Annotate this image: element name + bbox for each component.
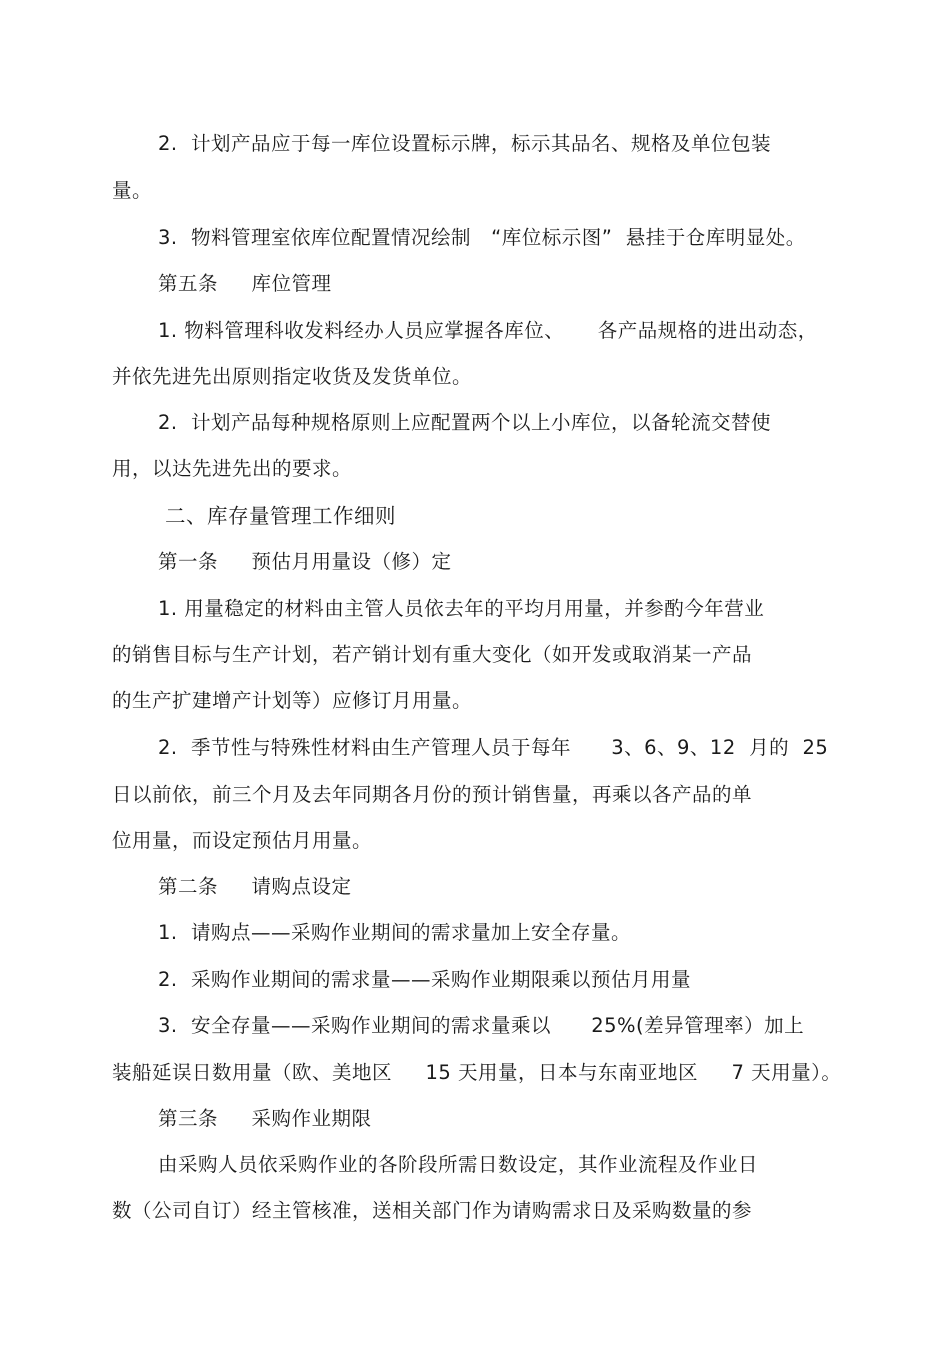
text-line: 日以前依，前三个月及去年同期各月份的预计销售量，再乘以各产品的单 xyxy=(112,783,753,806)
section-heading: 第三条 采购作业期限 xyxy=(158,1107,372,1130)
section-heading: 第二条 请购点设定 xyxy=(158,875,352,898)
text-line: 3. 物料管理室依库位配置情况绘制 “库位标示图” 悬挂于仓库明显处。 xyxy=(158,226,806,249)
text-line: 2. 计划产品应于每一库位设置标示牌，标示其品名、规格及单位包装 xyxy=(158,132,772,155)
text-line: 2. 采购作业期间的需求量——采购作业期限乘以预估月用量 xyxy=(158,968,692,991)
text-line: 位用量，而设定预估月用量。 xyxy=(112,829,373,852)
section-heading: 第一条 预估月用量设（修）定 xyxy=(158,550,452,573)
text-line: 1. 请购点——采购作业期间的需求量加上安全存量。 xyxy=(158,921,632,944)
text-line: 的生产扩建增产计划等）应修订月用量。 xyxy=(112,689,473,712)
text-line: 2. 计划产品每种规格原则上应配置两个以上小库位，以备轮流交替使 xyxy=(158,411,772,434)
text-line: 数（公司自订）经主管核准，送相关部门作为请购需求日及采购数量的参 xyxy=(112,1199,753,1222)
text-line: 并依先进先出原则指定收货及发货单位。 xyxy=(112,365,473,388)
text-line: 2. 季节性与特殊性材料由生产管理人员于每年 3、6、9、12 月的 25 xyxy=(158,736,829,759)
text-line: 3. 安全存量——采购作业期间的需求量乘以 25%(差异管理率）加上 xyxy=(158,1014,805,1037)
text-line: 1. 物料管理科收发料经办人员应掌握各库位、 各产品规格的进出动态， xyxy=(158,319,818,342)
section-heading: 第五条 库位管理 xyxy=(158,272,332,295)
text-line: 用，以达先进先出的要求。 xyxy=(112,457,353,480)
text-line: 由采购人员依采购作业的各阶段所需日数设定，其作业流程及作业日 xyxy=(158,1153,759,1176)
text-line: 量。 xyxy=(112,179,153,202)
text-line: 1. 用量稳定的材料由主管人员依去年的平均月用量，并参酌今年营业 xyxy=(158,597,765,620)
text-line: 的销售目标与生产计划，若产销计划有重大变化（如开发或取消某一产品 xyxy=(112,643,753,666)
text-line: 装船延误日数用量（欧、美地区 15 天用量，日本与东南亚地区 7 天用量）。 xyxy=(112,1061,842,1084)
chapter-heading: 二、库存量管理工作细则 xyxy=(165,504,396,528)
